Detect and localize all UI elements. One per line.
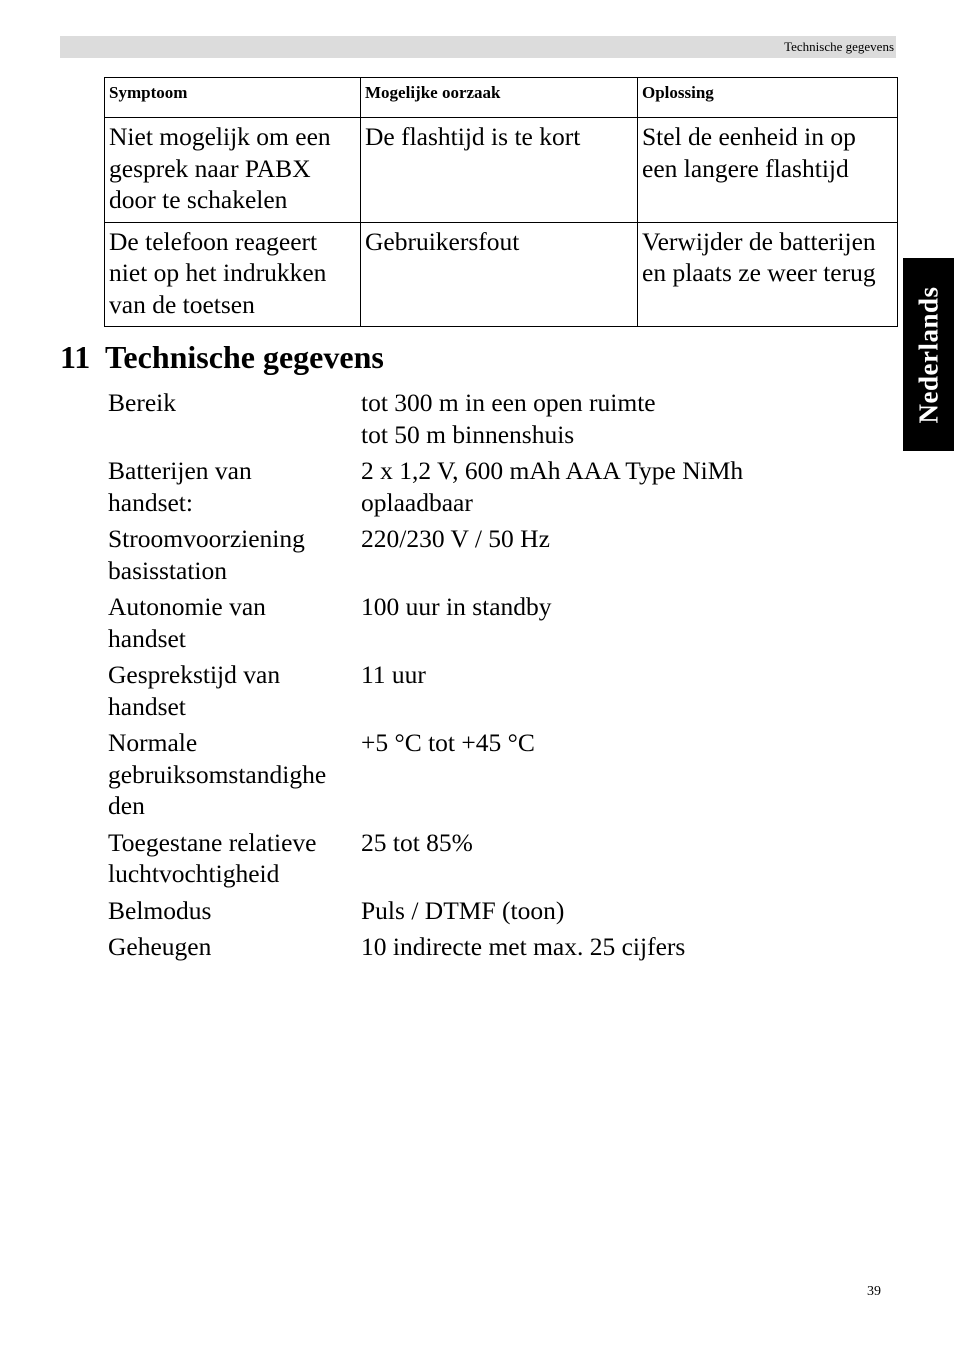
spec-label xyxy=(108,387,361,450)
spec-label-line: Batterijen van xyxy=(108,456,252,485)
table-row xyxy=(105,222,898,327)
spec-value-line: 11 uur xyxy=(361,660,426,689)
spec-label xyxy=(108,659,361,722)
section-number: 11 xyxy=(60,339,91,375)
table-cell-symptom: Niet mogelijk om een gesprek naar PABX door te schakelen xyxy=(105,118,361,223)
spec-label-line: handset xyxy=(108,691,186,721)
spec-value-line: +5 °C tot +45 °C xyxy=(361,728,535,757)
spec-value-line: 25 tot 85% xyxy=(361,827,473,857)
table-cell-cause: De flashtijd is te kort xyxy=(361,118,638,223)
spec-value xyxy=(361,523,868,586)
spec-value xyxy=(361,387,868,450)
table-header-row xyxy=(105,78,898,118)
spec-value xyxy=(361,659,868,722)
language-tab xyxy=(903,258,954,451)
spec-label-line: Stroomvoorziening xyxy=(108,524,305,553)
spec-label-line: Bereik xyxy=(108,388,176,417)
spec-label-line: Toegestane relatieve xyxy=(108,827,317,857)
spec-row xyxy=(108,387,868,450)
spec-row xyxy=(108,659,868,722)
spec-row xyxy=(108,591,868,654)
table-cell-solution: Verwijder de batterijen en plaats ze weer terug xyxy=(638,222,898,327)
spec-value xyxy=(361,455,868,518)
spec-value xyxy=(361,727,868,822)
section-title: Technische gegevens xyxy=(105,339,384,375)
spec-value xyxy=(361,895,868,927)
spec-value-line: Puls / DTMF (toon) xyxy=(361,895,565,925)
table-cell-symptom: De telefoon reageert niet op het indrukken van de toetsen xyxy=(105,222,361,327)
spec-value-line: 10 indirecte met max. 25 cijfers xyxy=(361,932,686,961)
spec-value xyxy=(361,931,868,963)
spec-label-line: handset xyxy=(108,623,186,653)
language-tab-label: Nederlands xyxy=(913,285,943,424)
spec-value-line: tot 50 m binnenshuis xyxy=(361,419,575,449)
spec-label-line: gebruiksomstandighe xyxy=(108,759,327,789)
spec-label xyxy=(108,455,361,518)
troubleshooting-table xyxy=(104,77,898,327)
spec-label xyxy=(108,827,361,890)
page-number: 39 xyxy=(867,1284,881,1299)
spec-label-line: Gesprekstijd van xyxy=(108,660,281,689)
table-cell-cause: Gebruikersfout xyxy=(361,222,638,327)
spec-label-line: handset: xyxy=(108,487,193,517)
spec-label-line: luchtvochtigheid xyxy=(108,859,280,888)
spec-label xyxy=(108,591,361,654)
spec-label xyxy=(108,523,361,586)
spec-label xyxy=(108,727,361,822)
column-header-symptom: Symptoom xyxy=(105,78,361,118)
spec-value-line: tot 300 m in een open ruimte xyxy=(361,388,656,417)
spec-row xyxy=(108,523,868,586)
table-row xyxy=(105,118,898,223)
spec-row xyxy=(108,727,868,822)
spec-label-line: basisstation xyxy=(108,555,227,585)
spec-row xyxy=(108,895,868,927)
section-heading xyxy=(60,337,384,377)
table-cell-solution: Stel de eenheid in op een langere flashtijd xyxy=(638,118,898,223)
spec-label-line: Geheugen xyxy=(108,932,212,961)
spec-row xyxy=(108,931,868,963)
column-header-cause: Mogelijke oorzaak xyxy=(361,78,638,118)
column-header-solution: Oplossing xyxy=(638,78,898,118)
running-title: Technische gegevens xyxy=(784,39,894,54)
specifications-list xyxy=(108,387,868,968)
spec-label-line: Autonomie van xyxy=(108,592,266,621)
running-header xyxy=(60,36,896,58)
spec-label-line: den xyxy=(108,791,145,820)
spec-value xyxy=(361,827,868,890)
spec-label xyxy=(108,895,361,927)
spec-row xyxy=(108,827,868,890)
spec-value xyxy=(361,591,868,654)
spec-label-line: Belmodus xyxy=(108,895,212,925)
spec-value-line: 220/230 V / 50 Hz xyxy=(361,524,550,553)
spec-label-line: Normale xyxy=(108,728,198,757)
spec-label xyxy=(108,931,361,963)
spec-row xyxy=(108,455,868,518)
spec-value-line: oplaadbaar xyxy=(361,487,473,517)
spec-value-line: 2 x 1,2 V, 600 mAh AAA Type NiMh xyxy=(361,456,744,485)
spec-value-line: 100 uur in standby xyxy=(361,592,552,621)
